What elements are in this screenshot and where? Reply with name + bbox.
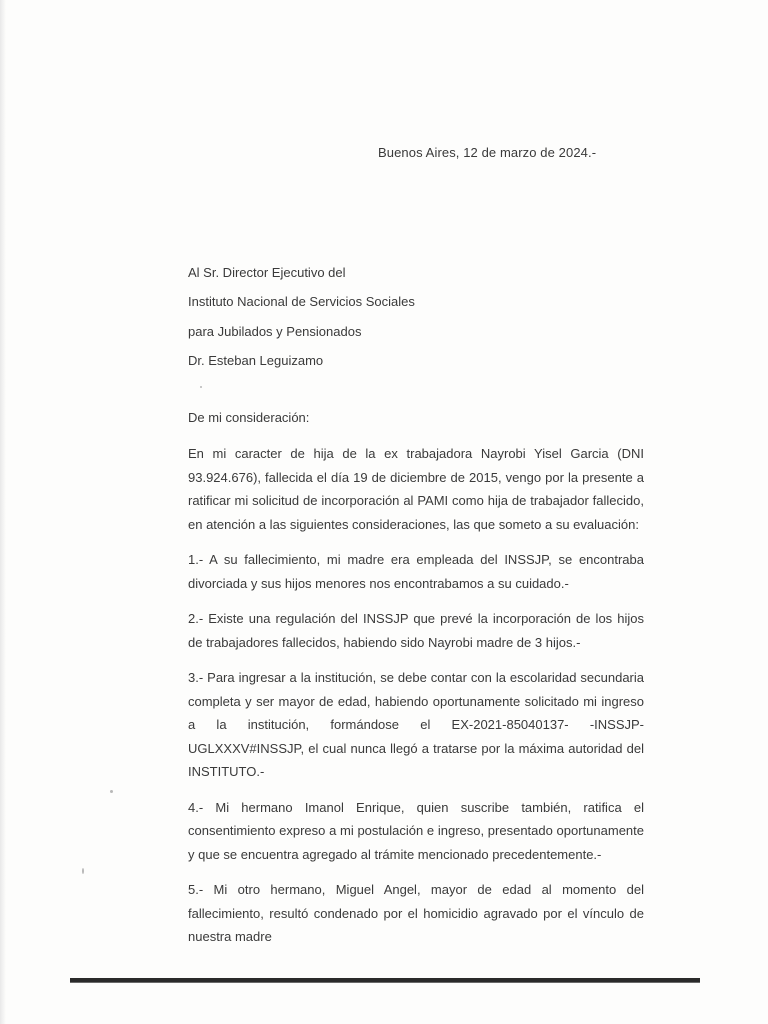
letter-greeting: De mi consideración: <box>188 410 310 425</box>
addressee-block <box>188 258 415 375</box>
page-bottom-edge <box>70 978 700 983</box>
scan-speck <box>82 868 84 874</box>
addressee-line: Dr. Esteban Leguizamo <box>188 352 324 368</box>
addressee-line: Instituto Nacional de Servicios Sociales <box>188 294 415 310</box>
numbered-paragraph: 1.- A su fallecimiento, mi madre era empleada del INSSJP, se encontraba divorciada y sus hijos menores nos encontrabamos a su cuidado.- <box>188 552 644 591</box>
scan-speck <box>200 386 202 388</box>
numbered-paragraph: 3.- Para ingresar a la institución, se debe contar con la escolaridad secundaria completa y ser mayor de edad, habiendo oportunamente solicitado mi ingreso a la institución, formándose el EX-2021-85040137- -INSSJP-UGLXXXV#INSSJP, el cual nunca llegó a tratarse por la máxima autoridad del INSTITUTO.- <box>188 670 644 779</box>
addressee-line: Al Sr. Director Ejecutivo del <box>188 265 346 280</box>
scan-edge-shadow <box>0 0 6 1024</box>
numbered-paragraph: 4.- Mi hermano Imanol Enrique, quien suscribe también, ratifica el consentimiento expreso a mi postulación e ingreso, presentado oportunamente y que se encuentra agregado al trámite mencionado precedentemente.- <box>188 799 644 862</box>
letter-date: Buenos Aires, 12 de marzo de 2024.- <box>378 145 597 160</box>
letter-body <box>188 442 644 961</box>
intro-paragraph: En mi caracter de hija de la ex trabajadora Nayrobi Yisel Garcia (DNI 93.924.676), fallecida el día 19 de diciembre de 2015, vengo por la presente a ratificar mi solicitud de incorporación al PAMI como hija de trabajador fallecido, en atención a las siguientes consideraciones, las que someto a su evaluación: <box>188 446 644 532</box>
numbered-paragraph: 5.- Mi otro hermano, Miguel Angel, mayor de edad al momento del fallecimiento, resultó condenado por el homicidio agravado por el vínculo de nuestra madre <box>188 882 644 944</box>
addressee-line: para Jubilados y Pensionados <box>188 323 362 339</box>
scan-speck <box>110 790 113 793</box>
numbered-paragraph: 2.- Existe una regulación del INSSJP que prevé la incorporación de los hijos de trabajadores fallecidos, habiendo sido Nayrobi madre de 3 hijos.- <box>188 611 644 650</box>
